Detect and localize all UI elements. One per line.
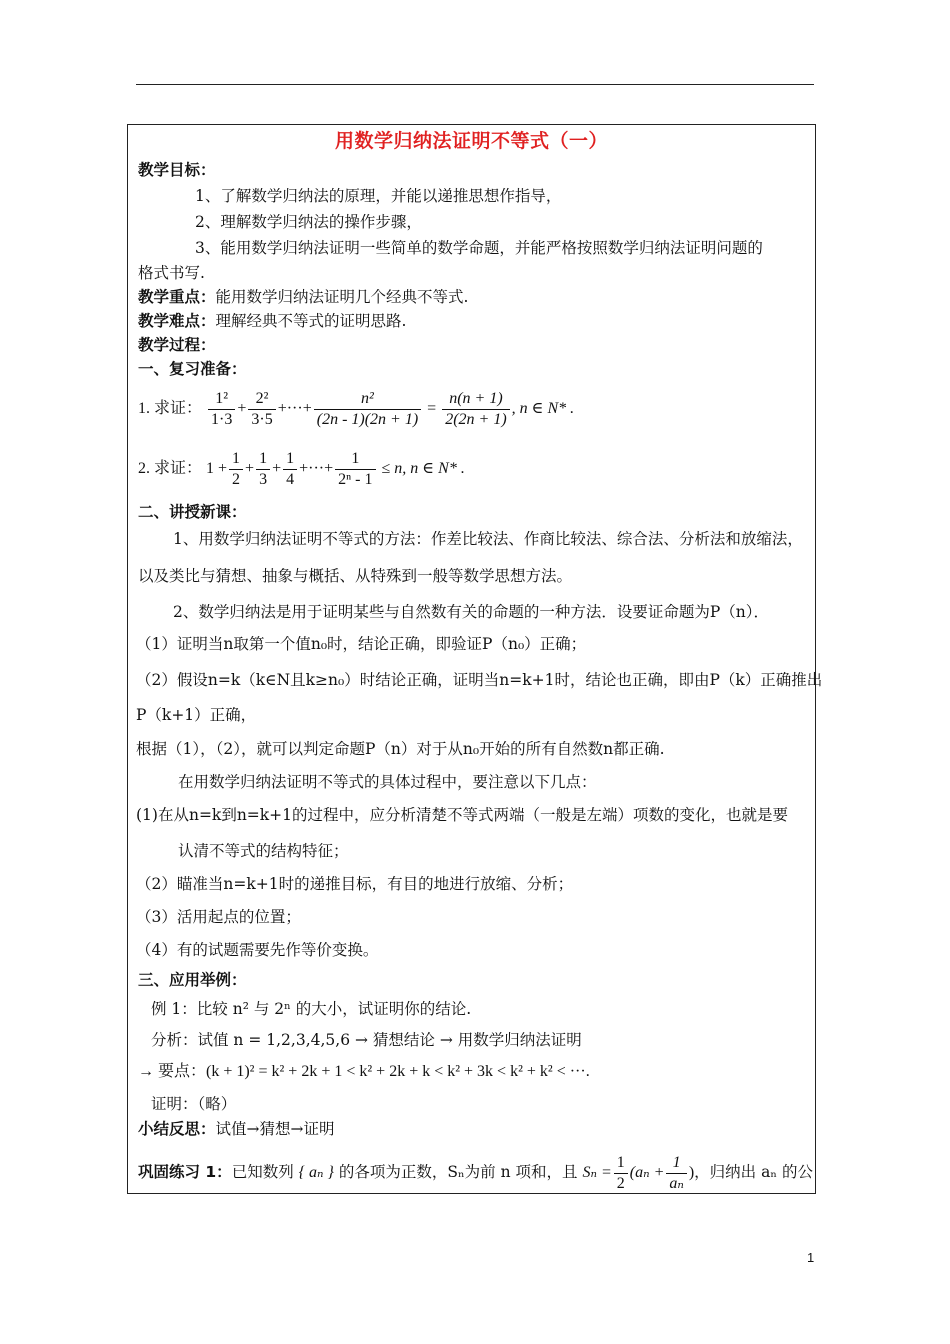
s2-line-6: P（k+1）正确， [136,706,257,724]
objective-item-2: 2、理解数学归纳法的操作步骤， [195,213,422,231]
s2-line-1: 1、用数学归纳法证明不等式的方法：作差比较法、作商比较法、综合法、分析法和放缩法， [173,530,803,548]
example-1: 例 1：比较 n² 与 2ⁿ 的大小，试证明你的结论. [151,1000,472,1018]
lesson-table-cell [127,124,823,1194]
summary-label: 小结反思： [138,1120,216,1138]
objective-item-3-cont: 格式书写. [138,264,205,282]
s2-line-2: 以及类比与猜想、抽象与概括、从特殊到一般等数学思想方法。 [138,567,573,585]
key-point-text: 能用数学归纳法证明几个经典不等式. [215,288,469,306]
sequence-symbol: { aₙ } [298,1164,334,1181]
document-title: 用数学归纳法证明不等式（一） [334,130,608,152]
section3-heading: 三、应用举例： [138,971,247,989]
eq2-frac1: $\frac{1}{2}$ [229,449,243,490]
eq1-term2: $\frac{\text{2²}}{3\cdot 5}$ [248,389,275,430]
summary [138,1119,335,1139]
objective-item-1: 1、了解数学归纳法的原理，并能以递推思想作指导， [195,187,562,205]
objective-item-3: 3、能用数学归纳法证明一些简单的数学命题，并能严格按照数学归纳法证明问题的 [195,239,763,257]
eq2-frac-n: $\frac{1}{\text{2ⁿ - 1}}$ [335,449,375,490]
key-point [138,287,468,307]
difficulty [138,311,406,331]
example-proof: 证明：（略） [151,1095,237,1113]
practice-inverse: $\frac{1}{\text{aₙ}}$ [666,1153,686,1194]
key-point-label: 教学重点： [138,288,216,306]
eq1-term1: $\frac{\text{1²}}{1\cdot 3}$ [208,389,235,430]
process-label: 教学过程： [138,336,216,354]
equation-1: 1. 求证： $\frac{\text{1²}}{1\cdot 3}$ + $\frac{\text{2²}}{3\cdot 5}$ +···+ $\frac{\text{n²}}{(2n - 1)(2n + 1)}$ = $\frac{n(n + 1)}{2(2n + 1)}$ , n ∈ N* . [138,389,575,428]
practice-half: $\frac{1}{2}$ [614,1153,628,1194]
page-number: 1 [807,1250,815,1265]
s2-line-10: 认清不等式的结构特征； [178,842,349,860]
s2-line-8: 在用数学归纳法证明不等式的具体过程中，要注意以下几点： [178,773,597,791]
eq2-prefix: 2. 求证： [138,460,203,477]
s2-line-5: （2）假设n=k（k∈N且k≥n₀）时结论正确，证明当n=k+1时，结论也正确，即由P（k）正确推出 [136,671,823,689]
example-keypoint: → 要点：(k + 1)² = k² + 2k + 1 < k² + 2k + k < k² + 3k < k² + k² < ···. [138,1063,590,1080]
eq1-rhs: $\frac{n(n + 1)}{2(2n + 1)}$ [442,389,509,430]
summary-text: 试值→猜想→证明 [215,1120,335,1138]
difficulty-text: 理解经典不等式的证明思路. [215,312,407,330]
s2-line-13: （4）有的试题需要先作等价变换。 [136,941,379,959]
eq2-frac3: $\frac{1}{4}$ [283,449,297,490]
eq2-frac2: $\frac{1}{3}$ [256,449,270,490]
eq1-term-n: $\frac{\text{n²}}{(2n - 1)(2n + 1)}$ [314,389,421,430]
difficulty-label: 教学难点： [138,312,216,330]
practice-1: 巩固练习 1：已知数列 { aₙ } 的各项为正数，Sₙ为前 n 项和，且 Sₙ = $\frac{1}{2}$ (aₙ + $\frac{1}{\text{aₙ}}$ )，归纳出 aₙ 的公 [138,1153,813,1192]
section2-heading: 二、讲授新课： [138,503,247,521]
equation-2: 2. 求证： 1 + $\frac{1}{2}$ + $\frac{1}{3}$ + $\frac{1}{4}$ +···+ $\frac{1}{\text{2ⁿ - 1}}$ ≤ n, n ∈ N* . [138,449,465,488]
s2-line-11: （2）瞄准当n=k+1时的递推目标，有目的地进行放缩、分析； [136,875,574,893]
s2-line-3: 2、数学归纳法是用于证明某些与自然数有关的命题的一种方法．设要证命题为P（n）． [173,603,770,621]
practice-label: 巩固练习 1： [138,1163,232,1181]
s2-line-12: （3）活用起点的位置； [136,908,301,926]
header-rule [136,84,814,85]
s2-line-9: (1)在从n=k到n=k+1的过程中，应分析清楚不等式两端（一般是左端）项数的变化，也就是要 [136,806,789,824]
section1-heading: 一、复习准备： [138,360,247,378]
eq1-prefix: 1. 求证： [138,400,203,417]
example-analysis: 分析：试值 n = 1,2,3,4,5,6 → 猜想结论 → 用数学归纳法证明 [151,1031,582,1049]
s2-line-4: （1）证明当n取第一个值n₀时，结论正确，即验证P（n₀）正确； [136,635,587,653]
s2-line-7: 根据（1），（2），就可以判定命题P（n）对于从n₀开始的所有自然数n都正确. [136,740,665,758]
objectives-label: 教学目标： [138,161,216,179]
